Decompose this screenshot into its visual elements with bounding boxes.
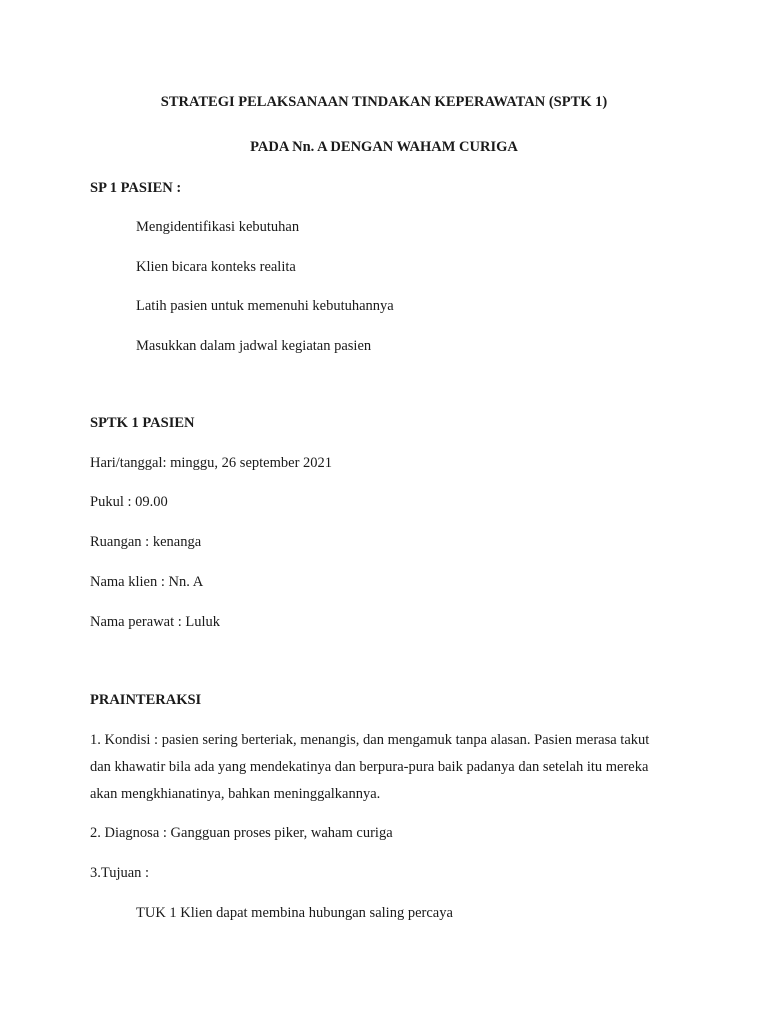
sp1-item: Latih pasien untuk memenuhi kebutuhannya: [136, 298, 394, 314]
sp1-item: Masukkan dalam jadwal kegiatan pasien: [136, 338, 372, 354]
sp1-item: Mengidentifikasi kebutuhan: [136, 219, 300, 235]
sptk-date: Hari/tanggal: minggu, 26 september 2021: [90, 455, 333, 471]
sp1-item: Klien bicara konteks realita: [136, 259, 296, 275]
sptk-room: Ruangan : kenanga: [90, 534, 202, 550]
sptk-heading: SPTK 1 PASIEN: [90, 415, 195, 431]
sptk-time: Pukul : 09.00: [90, 494, 168, 510]
kondisi-line: akan mengkhianatinya, bahkan meninggalkannya.: [90, 786, 381, 802]
sptk-nurse: Nama perawat : Luluk: [90, 614, 221, 630]
sp1-heading: SP 1 PASIEN :: [90, 180, 182, 196]
document-title: STRATEGI PELAKSANAAN TINDAKAN KEPERAWATAN (SPTK 1): [160, 94, 608, 110]
tuk1: TUK 1 Klien dapat membina hubungan saling percaya: [136, 905, 453, 921]
sptk-client: Nama klien : Nn. A: [90, 574, 204, 590]
tujuan: 3.Tujuan :: [90, 865, 150, 881]
kondisi-line: dan khawatir bila ada yang mendekatinya dan berpura-pura baik padanya dan setelah itu mereka: [90, 759, 649, 775]
diagnosa: 2. Diagnosa : Gangguan proses piker, waham curiga: [90, 825, 393, 841]
kondisi-line: 1. Kondisi : pasien sering berteriak, menangis, dan mengamuk tanpa alasan. Pasien merasa takut: [90, 732, 650, 748]
prainteraksi-heading: PRAINTERAKSI: [90, 692, 202, 708]
document-subtitle: PADA Nn. A DENGAN WAHAM CURIGA: [250, 139, 518, 155]
